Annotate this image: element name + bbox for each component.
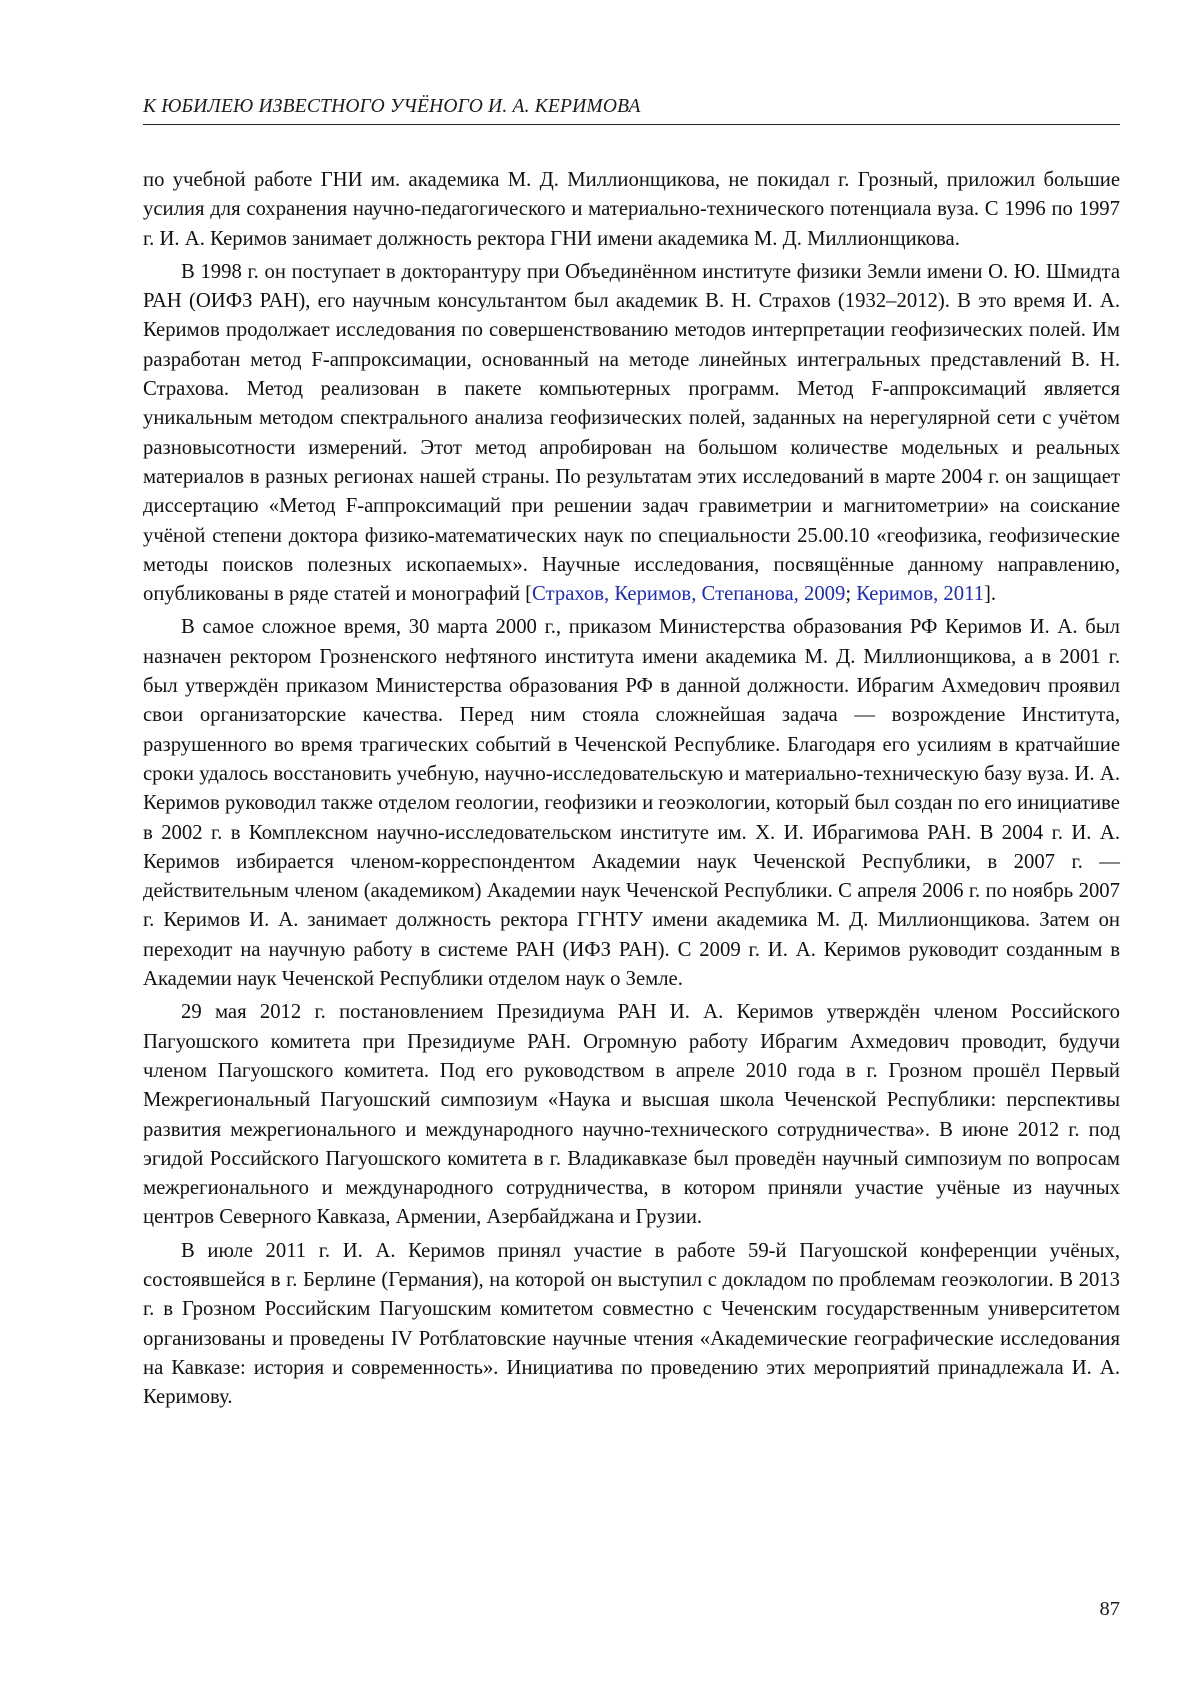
running-header-title: К ЮБИЛЕЮ ИЗВЕСТНОГО УЧЁНОГО И. А. КЕРИМОВА bbox=[143, 96, 641, 117]
article-body bbox=[143, 166, 1120, 1416]
paragraph-3: В самое сложное время, 30 марта 2000 г., приказом Министерства образования РФ Керимов И. А. был назначен ректором Грозненского нефтяного института имени академика М. Д. Миллионщикова, а в 2001 г. был утверждён приказом Министерства образования РФ в данной должности. Ибрагим Ахмедович проявил свои организаторские качества. Перед ним стояла сложнейшая задача — возрождение Института, разрушенного во время трагических событий в Чеченской Республике. Благодаря его усилиям в кратчайшие сроки удалось восстановить учебную, научно-исследовательскую и материально-техническую базу вуза. И. А. Керимов руководил также отделом геологии, геофизики и геоэкологии, который был создан по его инициативе в 2002 г. в Комплексном научно-исследовательском институте им. Х. И. Ибрагимова РАН. В 2004 г. И. А. Керимов избирается членом-корреспондентом Академии наук Чеченской Республики, в 2007 г. — действительным членом (академиком) Академии наук Чеченской Республики. С апреля 2006 г. по ноябрь 2007 г. Керимов И. А. занимает должность ректора ГГНТУ имени академика М. Д. Миллионщикова. Затем он переходит на научную работу в системе РАН (ИФЗ РАН). С 2009 г. И. А. Керимов руководит созданным в Академии наук Чеченской Республики отделом наук о Земле. bbox=[143, 616, 1120, 991]
header-divider bbox=[143, 124, 1120, 125]
paragraph-5: В июле 2011 г. И. А. Керимов принял участие в работе 59-й Пагуошской конференции учёных, состоявшейся в г. Берлине (Германия), на которой он выступил с докладом по проблемам геоэкологии. В 2013 г. в Грозном Российским Пагуошским комитетом совместно с Чеченским государственным университетом организованы и проведены IV Ротблатовские научные чтения «Академические географические исследования на Кавказе: история и современность». Инициатива по проведению этих мероприятий принадлежала И. А. Керимову. bbox=[143, 1239, 1120, 1409]
paragraph-2-text: В 1998 г. он поступает в докторантуру при Объединённом институте физики Земли имени О. Ю. Шмидта РАН (ОИФЗ РАН), его научным консультантом был академик В. Н. Страхов (1932–2012). В это время И. А. Керимов продолжает исследования по совершенствованию методов интерпретации геофизических полей. Им разработан метод F-аппроксимации, основанный на методе линейных интегральных представлений В. Н. Страхова. Метод реализован в пакете компьютерных программ. Метод F-аппроксимаций является уникальным методом спектрального анализа геофизических полей, заданных на нерегулярной сети с учётом разновысотности измерений. Этот метод апробирован на большом количестве модельных и реальных материалов в разных регионах нашей страны. По результатам этих исследований в марте 2004 г. он защищает диссертацию «Метод F-аппроксимаций при решении задач гравиметрии и магнитометрии» на соискание учёной степени доктора физико-математических наук по специальности 25.00.10 «геофизика, геофизические методы поисков полезных ископаемых». Научные исследования, посвящённые данному направлению, опубликованы в ряде статей и монографий [ bbox=[143, 260, 1120, 606]
reference-separator: ; bbox=[845, 583, 857, 606]
reference-link-kerimov-2011[interactable]: Керимов, 2011 bbox=[856, 583, 985, 606]
paragraph-2 bbox=[143, 258, 1120, 610]
paragraph-1: по учебной работе ГНИ им. академика М. Д. Миллионщикова, не покидал г. Грозный, приложил большие усилия для сохранения научно-педагогического и материально-технического потенциала вуза. С 1996 по 1997 г. И. А. Керимов занимает должность ректора ГНИ имени академика М. Д. Миллионщикова. bbox=[143, 169, 1120, 250]
page-number: 87 bbox=[1099, 1598, 1120, 1620]
paragraph-4: 29 мая 2012 г. постановлением Президиума РАН И. А. Керимов утверждён членом Российского Пагуошского комитета при Президиуме РАН. Огромную работу Ибрагим Ахмедович проводит, будучи членом Пагуошского комитета. Под его руководством в апреле 2010 года в г. Грозном прошёл Первый Межрегиональный Пагуошский симпозиум «Наука и высшая школа Чеченской Республики: перспективы развития межрегионального и международного научно-технического сотрудничества». В июне 2012 г. под эгидой Российского Пагуошского комитета в г. Владикавказе был проведён научный симпозиум по вопросам межрегионального и международного сотрудничества, в котором приняли участие учёные из научных центров Северного Кавказа, Армении, Азербайджана и Грузии. bbox=[143, 1001, 1120, 1229]
reference-link-strakhov-2009[interactable]: Страхов, Керимов, Степанова, 2009 bbox=[532, 583, 846, 606]
reference-close: ]. bbox=[984, 583, 997, 606]
